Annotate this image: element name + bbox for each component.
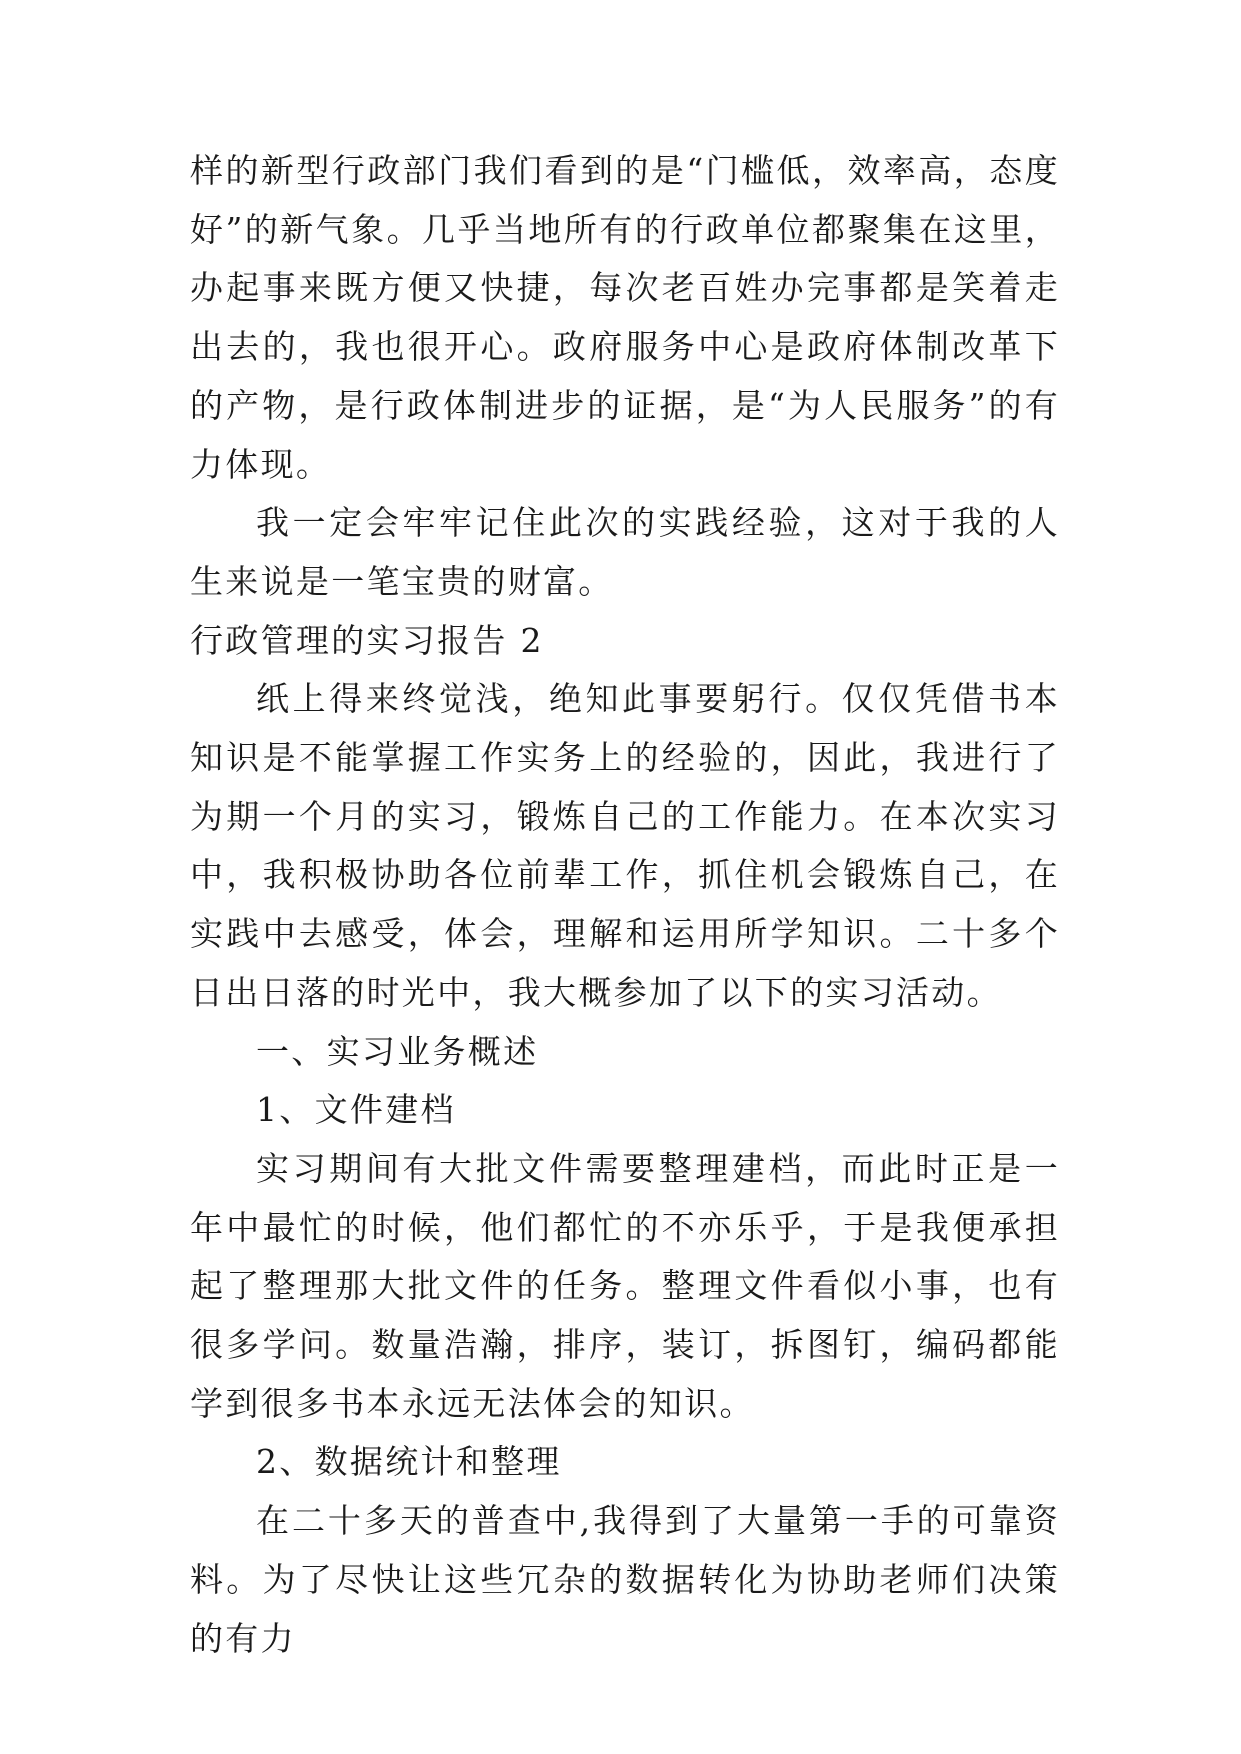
paragraph-filing: 实习期间有大批文件需要整理建档，而此时正是一年中最忙的时候，他们都忙的不亦乐乎，于是我便承担起了整理那大批文件的任务。整理文件看似小事，也有很多学问。数量浩瀚，排序，装订，拆图钉，编码都能学到很多书本永远无法体会的知识。 [190, 1148, 1060, 1423]
report-title: 行政管理的实习报告 2 [190, 620, 544, 660]
paragraph-statistics: 在二十多天的普查中,我得到了大量第一手的可靠资料。为了尽快让这些冗杂的数据转化为协助老师们决策的有力 [190, 1501, 1060, 1658]
paragraph-conclusion: 我一定会牢牢记住此次的实践经验，这对于我的人生来说是一笔宝贵的财富。 [190, 503, 1060, 601]
section-heading-overview: 一、实习业务概述 [256, 1031, 539, 1071]
paragraph-continuation: 样的新型行政部门我们看到的是“门槛低，效率高，态度好”的新气象。几乎当地所有的行政单位都聚集在这里，办起事来既方便又快捷，每次老百姓办完事都是笑着走出去的，我也很开心。政府服务中心是政府体制改革下的产物，是行政体制进步的证据，是“为人民服务”的有力体现。 [190, 151, 1060, 484]
subsection-heading-statistics: 2、数据统计和整理 [256, 1442, 562, 1482]
paragraph-intro: 纸上得来终觉浅，绝知此事要躬行。仅仅凭借书本知识是不能掌握工作实务上的经验的，因此，我进行了为期一个月的实习，锻炼自己的工作能力。在本次实习中，我积极协助各位前辈工作，抓住机会锻炼自己，在实践中去感受，体会，理解和运用所学知识。二十多个日出日落的时光中，我大概参加了以下的实习活动。 [190, 679, 1060, 1012]
document-body [190, 142, 1060, 1668]
subsection-heading-filing: 1、文件建档 [256, 1090, 456, 1130]
